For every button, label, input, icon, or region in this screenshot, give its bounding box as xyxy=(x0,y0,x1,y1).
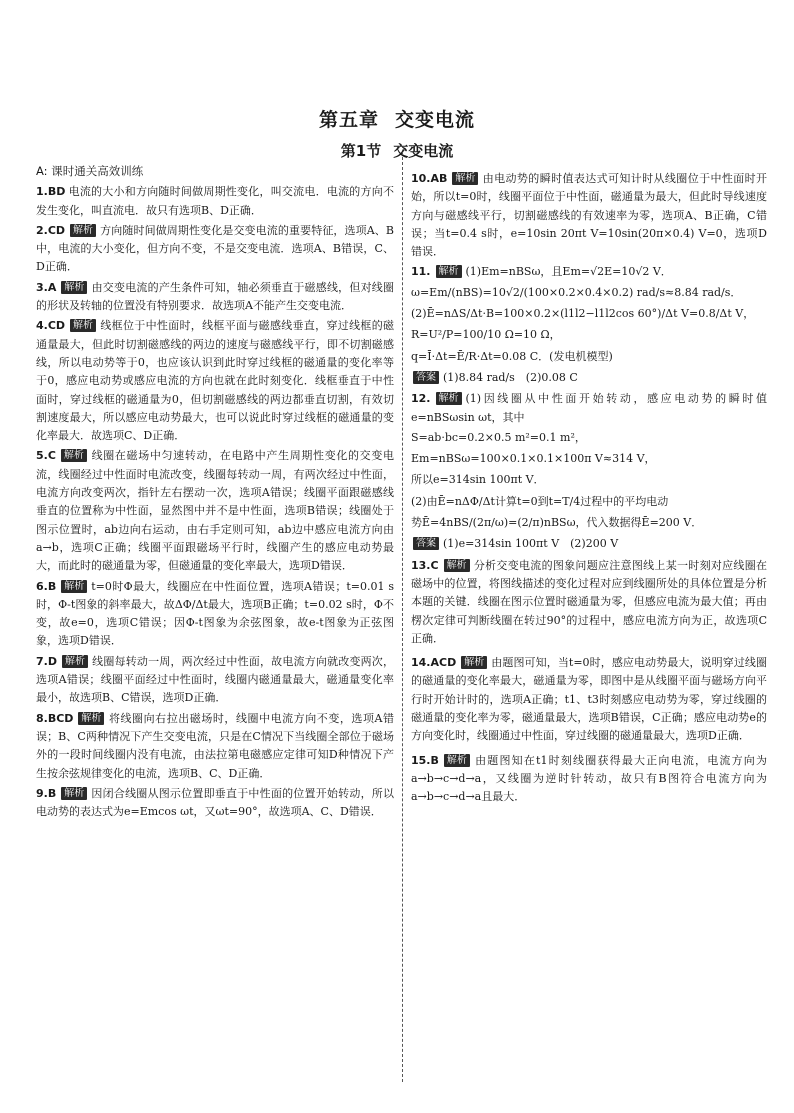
answer-item-13 xyxy=(411,557,767,648)
item-number: 8.BCD xyxy=(36,711,74,725)
answer-item-10 xyxy=(411,170,767,261)
equation-line: q=Ī·Δt=Ē/R·Δt=0.08 C．(发电机模型) xyxy=(411,349,613,363)
analysis-tag: 解析 xyxy=(436,265,462,278)
item-number: 15.B xyxy=(411,753,439,767)
answer-tag: 答案 xyxy=(413,371,439,384)
item-number: 2.CD xyxy=(36,223,66,237)
answer-item-5 xyxy=(36,447,394,575)
item-text: 方向随时间做周期性变化是交变电流的重要特征，选项A、B中，电流的大小变化，但方向不变，不是交变电流．选项A、B错误，C、D正确． xyxy=(36,223,394,274)
equation-line: 势Ē=4nBS/(2π/ω)=(2/π)nBSω，代入数据得Ē=200 V． xyxy=(411,516,703,530)
analysis-tag: 解析 xyxy=(70,319,96,332)
final-answer: (1)8.84 rad/s (2)0.08 C xyxy=(443,370,578,384)
analysis-tag: 解析 xyxy=(61,281,87,294)
item-text: 电流的大小和方向随时间做周期性变化，叫交流电．电流的方向不发生变化，叫直流电．故只有选项B、D正确． xyxy=(36,185,394,217)
item-text: 线框位于中性面时，线框平面与磁感线垂直，穿过线框的磁通量最大，但此时切割磁感线的两边的速度与磁感线平行，即不切割磁感线，所以电动势等于0，也应该认识到此时穿过线框的磁通量的变化率等于0，感应电动势或感应电流的方向也就在此时刻变化．线框垂直于中性面时，穿过线框的磁通量为0，但切割磁感线的两边都垂直切割，有效切割速度最大，所以感应电动势最大，也可以说此时穿过线框的磁通量的变化率最大．故选项C、D正确． xyxy=(36,319,394,443)
item-text: 分析交变电流的图象问题应注意图线上某一时刻对应线圈在磁场中的位置，将图线描述的变化过程对应到线圈所处的具体位置是分析本题的关键．线圈在图示位置时磁通量为零，但感应电流为最大值；再由楞次定律可判断线圈在转过90°的过程中，感应电流方向为正，故选项C正确． xyxy=(411,558,767,645)
item-number: 12. xyxy=(411,392,431,406)
left-column xyxy=(36,162,394,823)
section-title xyxy=(0,140,794,161)
subsection-heading: A: 课时通关高效训练 xyxy=(36,164,144,178)
section-name: 交变电流 xyxy=(393,142,454,160)
analysis-tag: 解析 xyxy=(436,392,462,405)
item-text: 由交变电流的产生条件可知，轴必须垂直于磁感线，但对线圈的形状及转轴的位置没有特别要求．故选项A不能产生交变电流． xyxy=(36,280,394,313)
equation-line: R=U²/P=100/10 Ω=10 Ω， xyxy=(411,328,561,342)
item-number: 3.A xyxy=(36,280,57,294)
answer-item-6 xyxy=(36,578,394,651)
analysis-tag: 解析 xyxy=(78,712,104,725)
item-number: 7.D xyxy=(36,654,57,668)
item-number: 1.BD xyxy=(36,185,66,199)
column-divider xyxy=(402,152,403,1082)
final-answer: (1)e=314sin 100πt V (2)200 V xyxy=(443,537,619,551)
answer-item-14 xyxy=(411,654,767,745)
analysis-tag: 解析 xyxy=(61,449,87,462)
item-text: 将线圈向右拉出磁场时，线圈中电流方向不变，选项A错误；B、C两种情况下产生交变电流，只是在C情况下当线圈全部位于磁场外的一段时间线圈内没有电流，由法拉第电磁感应定律可知D种情况下产生按余弦规律变化的电流，选项B、C、D正确． xyxy=(36,711,394,780)
equation-line: S=ab·bc=0.2×0.5 m²=0.1 m²， xyxy=(411,430,586,444)
item-number: 14.ACD xyxy=(411,656,457,670)
item-text: 由题图可知，当t=0时，感应电动势最大，说明穿过线圈的磁通量的变化率最大，磁通量为零，即图中是从线圈平面与磁场方向平行时开始计时的，选项A正确；t1、t3时刻感应电动势为零，穿过线圈的磁通量的变化率为零，磁通量最大，选项B错误，C正确；感应电动势e的方向变化时，线圈通过中性面，穿过线圈的磁通量最大，选项D正确． xyxy=(411,656,767,743)
item-number: 5.C xyxy=(36,449,56,463)
answer-item-3 xyxy=(36,279,394,316)
analysis-tag: 解析 xyxy=(452,172,478,185)
answer-item-8 xyxy=(36,710,394,783)
analysis-tag: 解析 xyxy=(62,655,88,668)
section-number: 第1节 xyxy=(340,142,382,160)
chapter-number: 第五章 xyxy=(318,109,379,131)
answer-tag: 答案 xyxy=(413,537,439,550)
answer-item-15 xyxy=(411,752,767,807)
item-text: 由电动势的瞬时值表达式可知计时从线圈位于中性面时开始，所以t=0时，线圈平面位于中性面，磁通量为最大，但此时导线速度方向与磁感线平行，切割磁感线的有效速率为零，选项A、B正确，C错误；当t=0.4 s时，e=10sin 20πt V=10sin(20π×0.4) V=0，选项D错误． xyxy=(411,172,767,259)
item-number: 4.CD xyxy=(36,319,66,333)
item-text: t=0时Φ最大，线圈应在中性面位置，选项A错误；t=0.01 s时，Φ-t图象的斜率最大，故ΔΦ/Δt最大，选项B正确；t=0.02 s时，Φ不变，故e=0，选项C错误；因Φ-t图象为余弦图象，故e-t图象为正弦图象，选项D错误． xyxy=(36,579,394,648)
equation-line: 所以e=314sin 100πt V． xyxy=(411,473,545,487)
analysis-tag: 解析 xyxy=(61,787,87,800)
item-number: 9.B xyxy=(36,786,57,800)
analysis-tag: 解析 xyxy=(444,754,470,767)
item-text: 线圈每转动一周，两次经过中性面，故电流方向就改变两次，选项A错误；线圈平面经过中性面时，线圈内磁通量最大，磁通量变化率最小，故选项B、C错误，选项D正确． xyxy=(36,654,394,705)
answer-item-7 xyxy=(36,653,394,708)
item-number: 11. xyxy=(411,265,431,279)
item-text: 因闭合线圈从图示位置即垂直于中性面的位置开始转动，所以电动势的表达式为e=Emcos ωt，又ωt=90°，故选项A、C、D错误． xyxy=(36,786,394,819)
equation-line: Em=nBSω=100×0.1×0.1×100π V≈314 V， xyxy=(411,452,656,466)
item-text: 线圈在磁场中匀速转动，在电路中产生周期性变化的交变电流，线圈经过中性面时电流改变，线圈每转动一周，有两次经过中性面，电流方向改变两次，指针左右摆动一次，选项A错误；线圈平面跟磁感线垂直的位置称为中性面，显然图中并不是中性面，选项B错误；线圈处于图示位置时，ab边向右运动，由右手定则可知，ab边中感应电流方向由a→b，选项C正确；线圈平面跟磁场平行时，线圈产生的感应电动势最大，而此时的磁通量为零，但磁通量的变化率最大，选项D错误． xyxy=(36,449,394,573)
answer-item-9 xyxy=(36,785,394,822)
item-text: 由题图知在t1时刻线圈获得最大正向电流，电流方向为a→b→c→d→a，又线圈为逆时针转动，故只有B图符合电流方向为a→b→c→d→a且最大． xyxy=(411,753,767,804)
item-number: 13.C xyxy=(411,558,439,572)
chapter-title: 交变电流 xyxy=(395,109,476,131)
item-number: 6.B xyxy=(36,579,57,593)
answer-item-4 xyxy=(36,317,394,445)
equation-line: ω=Em/(nBS)=10√2/(100×0.2×0.4×0.2) rad/s≈8.84 rad/s． xyxy=(411,285,742,299)
analysis-tag: 解析 xyxy=(61,580,87,593)
equation-line: (1)因线圈从中性面开始转动，感应电动势的瞬时值e=nBSωsin ωt，其中 xyxy=(411,392,767,424)
equation-line: (1)Em=nBSω，且Em=√2E=10√2 V． xyxy=(465,265,672,279)
equation-line: (2)由Ē=nΔΦ/Δt计算t=0到t=T/4过程中的平均电动 xyxy=(411,494,669,508)
equation-line: (2)Ē=nΔS/Δt·B=100×0.2×(l1l2−l1l2cos 60°)/Δt V=0.8/Δt V， xyxy=(411,307,755,321)
right-column xyxy=(411,170,767,809)
answer-item-2 xyxy=(36,222,394,277)
item-number: 10.AB xyxy=(411,172,448,185)
analysis-tag: 解析 xyxy=(70,224,96,237)
answer-item-12 xyxy=(411,390,767,553)
analysis-tag: 解析 xyxy=(461,656,487,669)
page-title xyxy=(0,105,794,132)
answer-item-11 xyxy=(411,263,767,387)
answer-item-1 xyxy=(36,183,394,220)
analysis-tag: 解析 xyxy=(444,559,470,572)
